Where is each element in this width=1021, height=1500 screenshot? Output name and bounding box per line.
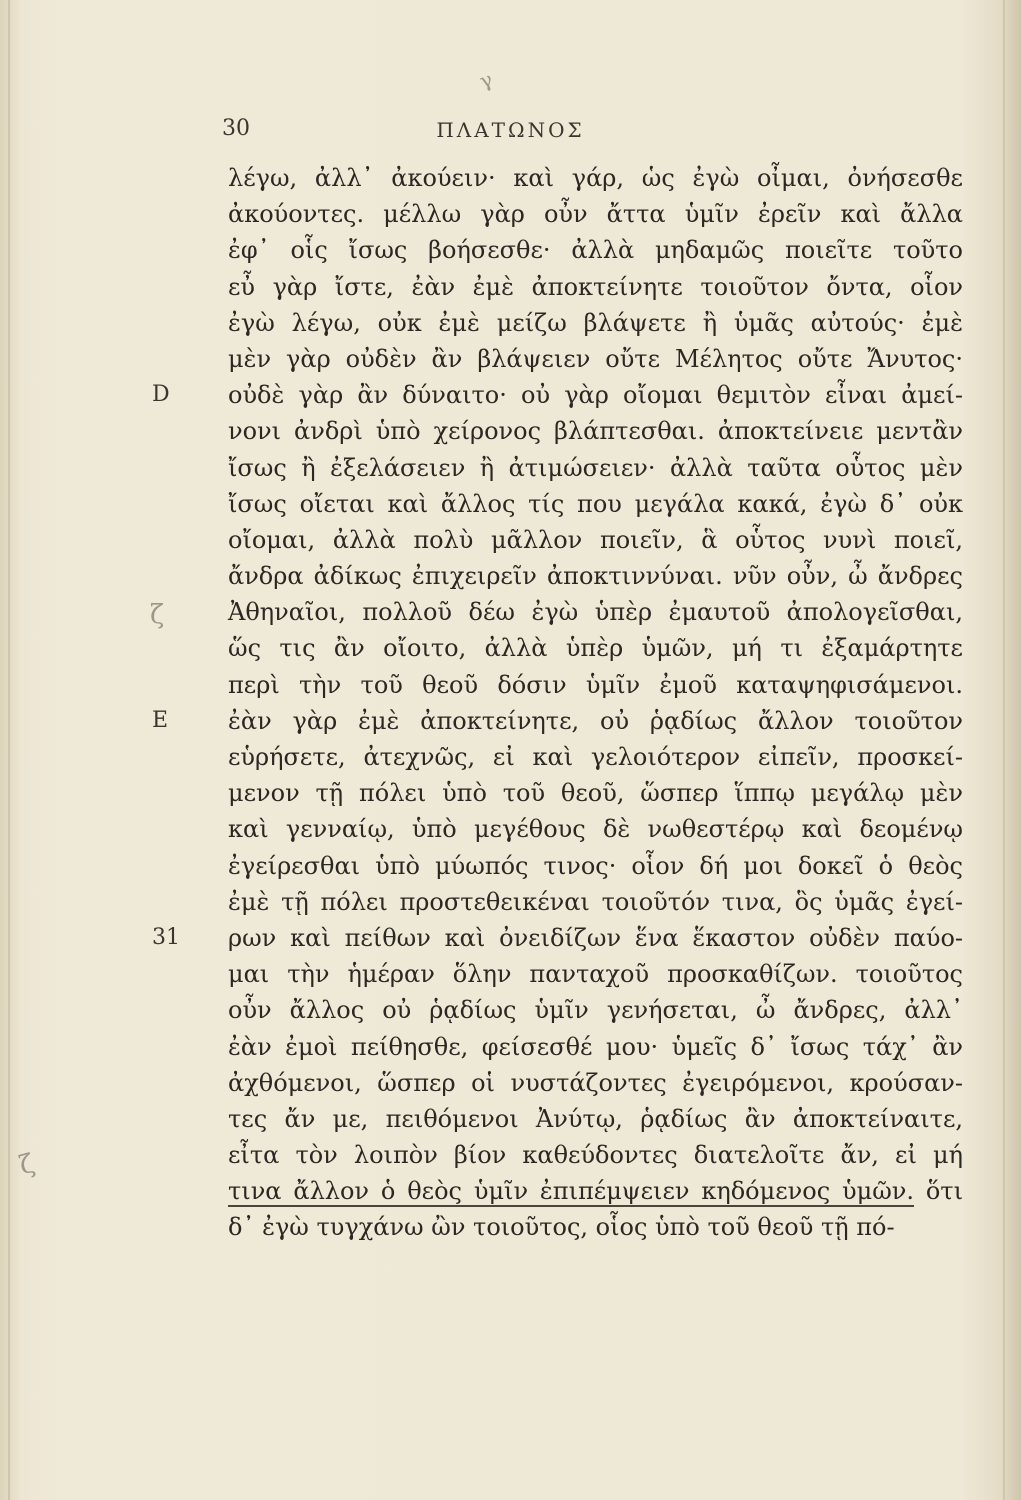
text-line bbox=[228, 486, 963, 522]
text-line bbox=[228, 992, 963, 1028]
section-marker: D bbox=[152, 382, 170, 408]
text-line bbox=[228, 1101, 963, 1137]
running-title: ΠΛΑΤΩΝΟΣ bbox=[436, 118, 585, 142]
text-line bbox=[228, 1173, 963, 1209]
text-line bbox=[228, 269, 963, 305]
line-text: ρων καὶ πείθων καὶ ὀνειδίζων ἕνα ἕκαστον οὐδὲν παύο- bbox=[228, 923, 963, 952]
text-line bbox=[228, 232, 963, 268]
pencil-mark: γ bbox=[476, 66, 496, 94]
line-text: εὑρήσετε, ἀτεχνῶς, εἰ καὶ γελοιότερον εἰπεῖν, προσκεί- bbox=[228, 743, 963, 771]
underlined-passage: τινα ἄλλον ὁ θεὸς ὑμῖν ἐπιπέμψειεν κηδόμενος ὑμῶν. bbox=[228, 1177, 914, 1206]
line-text: ἐφ᾽ οἷς ἴσως βοήσεσθε· ἀλλὰ μηδαμῶς ποιεῖτε τοῦτο bbox=[228, 236, 963, 265]
line-text: ἴσως οἴεται καὶ ἄλλος τίς που μεγάλα κακά, ἐγὼ δ᾽ οὐκ bbox=[228, 489, 963, 518]
page-edge bbox=[8, 0, 10, 1500]
line-text: ἐγείρεσθαι ὑπὸ μύωπός τινος· οἷον δή μοι δοκεῖ ὁ θεὸς bbox=[228, 851, 963, 880]
text-line bbox=[228, 1065, 963, 1101]
text-line bbox=[152, 377, 963, 413]
text-line bbox=[228, 956, 963, 992]
line-text: εἶτα τὸν λοιπὸν βίον καθεύδοντες διατελοῖτε ἄν, εἰ μή bbox=[228, 1141, 963, 1170]
text-line bbox=[228, 450, 963, 486]
text-line bbox=[228, 848, 963, 884]
line-text: ὥς τις ἂν οἴοιτο, ἀλλὰ ὑπὲρ ὑμῶν, μή τι ἐξαμάρτητε bbox=[228, 634, 963, 663]
text-line bbox=[228, 739, 963, 775]
text-line bbox=[228, 558, 963, 594]
running-head bbox=[0, 116, 1021, 146]
line-text: μὲν γὰρ οὐδὲν ἂν βλάψειεν οὔτε Μέλητος οὔτε Ἄνυτος· bbox=[228, 344, 963, 373]
text-line bbox=[228, 1137, 963, 1173]
pencil-mark: ζ bbox=[16, 1148, 38, 1182]
text-line bbox=[228, 196, 963, 232]
text-line bbox=[152, 703, 963, 739]
text-line bbox=[228, 775, 963, 811]
text-line bbox=[228, 811, 963, 847]
line-text: ἄνδρα ἀδίκως ἐπιχειρεῖν ἀποκτιννύναι. νῦν οὖν, ὦ ἄνδρες bbox=[228, 562, 963, 591]
text-line bbox=[228, 594, 963, 630]
line-text: οἴομαι, ἀλλὰ πολὺ μᾶλλον ποιεῖν, ἃ οὗτος νυνὶ ποιεῖ, bbox=[228, 525, 963, 554]
section-marker: E bbox=[152, 707, 169, 733]
line-text: καὶ γενναίῳ, ὑπὸ μεγέθους δὲ νωθεστέρῳ καὶ δεομένῳ bbox=[228, 815, 963, 844]
text-body bbox=[152, 160, 963, 1246]
line-text: ἐὰν ἐμοὶ πείθησθε, φείσεσθέ μου· ὑμεῖς δ᾽ ἴσως τάχ᾽ ἂν bbox=[228, 1032, 963, 1061]
pencil-mark: ζ bbox=[150, 600, 165, 630]
line-text: οὐδὲ γὰρ ἂν δύναιτο· οὐ γὰρ οἴομαι θεμιτὸν εἶναι ἀμεί- bbox=[228, 381, 963, 410]
line-text: ἐὰν γὰρ ἐμὲ ἀποκτείνητε, οὐ ῥᾳδίως ἄλλον τοιοῦτον bbox=[228, 706, 963, 735]
text-line bbox=[228, 160, 963, 196]
page-number: 30 bbox=[222, 116, 250, 141]
section-marker: 31 bbox=[152, 924, 180, 950]
line-text: τες ἄν με, πειθόμενοι Ἀνύτῳ, ῥᾳδίως ἂν ἀποκτείναιτε, bbox=[228, 1104, 963, 1133]
text-line bbox=[152, 920, 963, 956]
line-text: νονι ἀνδρὶ ὑπὸ χείρονος βλάπτεσθαι. ἀποκτείνειε μεντἂν bbox=[228, 417, 963, 446]
text-line bbox=[228, 630, 963, 666]
line-text: περὶ τὴν τοῦ θεοῦ δόσιν ὑμῖν ἐμοῦ καταψηφισάμενοι. bbox=[228, 670, 963, 699]
line-text: Ἀθηναῖοι, πολλοῦ δέω ἐγὼ ὑπὲρ ἐμαυτοῦ ἀπολογεῖσθαι, bbox=[228, 598, 963, 627]
text-line bbox=[228, 413, 963, 449]
line-text: μαι τὴν ἡμέραν ὅλην πανταχοῦ προσκαθίζων. τοιοῦτος bbox=[228, 960, 963, 989]
line-text: ἀκούοντες. μέλλω γὰρ οὖν ἄττα ὑμῖν ἐρεῖν καὶ ἄλλα bbox=[228, 200, 963, 229]
line-text: μενον τῇ πόλει ὑπὸ τοῦ θεοῦ, ὥσπερ ἵππῳ μεγάλῳ μὲν bbox=[228, 779, 963, 808]
line-text: λέγω, ἀλλ᾽ ἀκούειν· καὶ γάρ, ὡς ἐγὼ οἶμαι, ὀνήσεσθε bbox=[228, 164, 963, 192]
line-text: δ᾽ ἐγὼ τυγχάνω ὢν τοιοῦτος, οἷος ὑπὸ τοῦ θεοῦ τῇ πό- bbox=[228, 1213, 895, 1242]
text-line bbox=[228, 667, 963, 703]
line-text: ἐμὲ τῇ πόλει προστεθεικέναι τοιοῦτόν τινα, ὃς ὑμᾶς ἐγεί- bbox=[228, 887, 963, 916]
line-text: ἀχθόμενοι, ὥσπερ οἱ νυστάζοντες ἐγειρόμενοι, κρούσαν- bbox=[228, 1068, 963, 1097]
line-text: ἐγὼ λέγω, οὐκ ἐμὲ μείζω βλάψετε ἢ ὑμᾶς αὐτούς· ἐμὲ bbox=[228, 308, 963, 337]
text-line bbox=[228, 522, 963, 558]
text-line bbox=[228, 884, 963, 920]
text-line bbox=[228, 341, 963, 377]
page-edge bbox=[1003, 0, 1005, 1500]
line-text: ἴσως ἢ ἐξελάσειεν ἢ ἀτιμώσειεν· ἀλλὰ ταῦτα οὗτος μὲν bbox=[228, 453, 963, 482]
line-text: εὖ γὰρ ἴστε, ἐὰν ἐμὲ ἀποκτείνητε τοιοῦτον ὄντα, οἷον bbox=[228, 272, 963, 301]
line-text: οὖν ἄλλος οὐ ῥᾳδίως ὑμῖν γενήσεται, ὦ ἄνδρες, ἀλλ᾽ bbox=[228, 996, 963, 1025]
text-line bbox=[228, 305, 963, 341]
line-text: ὅτι bbox=[913, 1177, 963, 1206]
text-line bbox=[228, 1209, 963, 1245]
text-line bbox=[228, 1029, 963, 1065]
